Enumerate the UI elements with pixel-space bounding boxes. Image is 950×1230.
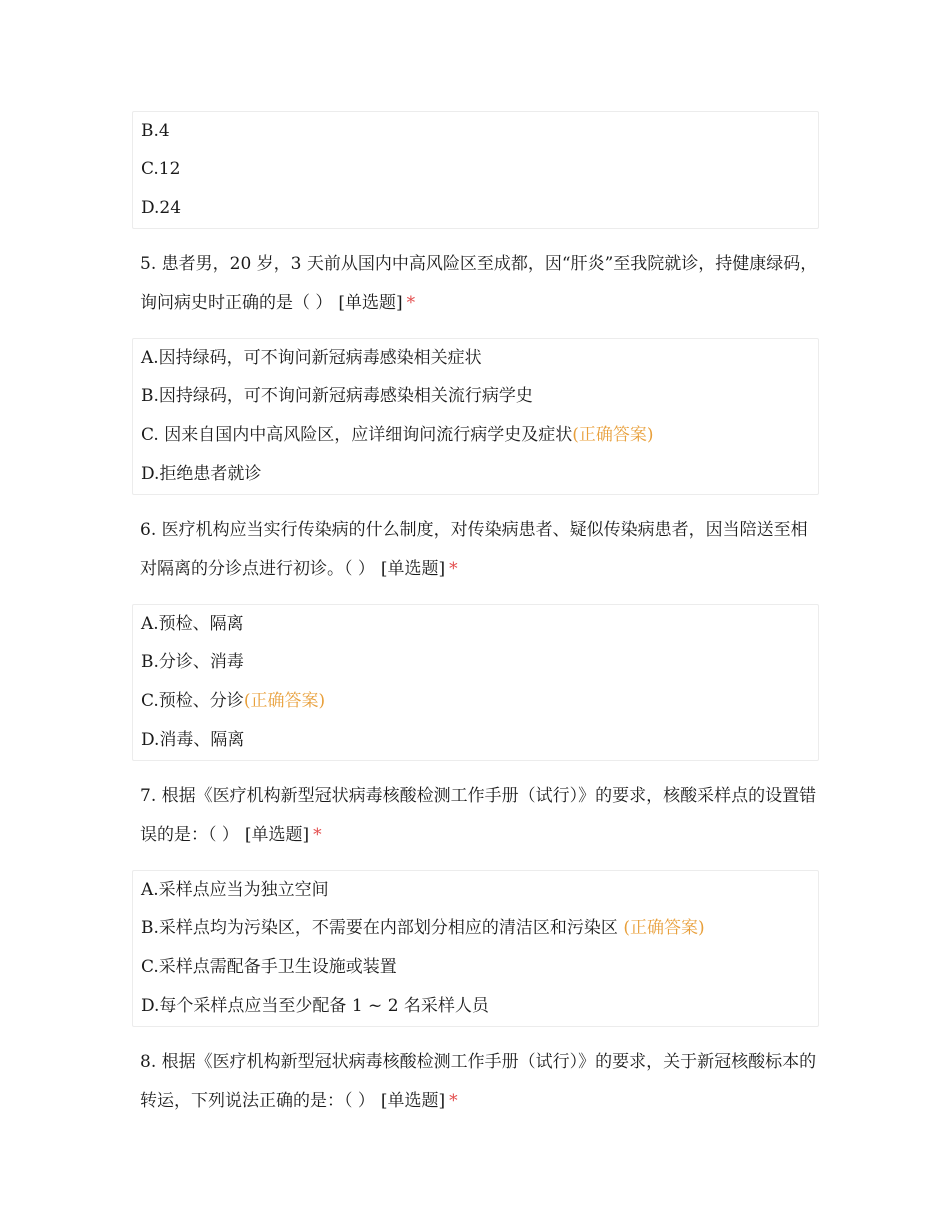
question-7: [132, 761, 819, 870]
option-q4-c[interactable]: C.12: [141, 159, 181, 179]
required-marker: *: [313, 825, 322, 845]
option-q4-d[interactable]: D.24: [141, 198, 182, 218]
option-q6-a[interactable]: A.预检、隔离: [141, 614, 244, 634]
option-q5-d[interactable]: D.拒绝患者就诊: [141, 464, 262, 484]
question-type-tag: [单选题]: [244, 825, 310, 845]
option-q5-c[interactable]: C. 因来自国内中高风险区，应详细询问流行病学史及症状(正确答案): [141, 425, 654, 445]
option-q4-b[interactable]: B.4: [141, 121, 170, 141]
question-7-text: 7. 根据《医疗机构新型冠状病毒核酸检测工作手册（试行）》的要求，核酸采样点的设置错误的是：（ ）: [140, 786, 817, 845]
option-q7-a[interactable]: A.采样点应当为独立空间: [141, 880, 329, 900]
required-marker: *: [449, 1091, 458, 1111]
question-6-text: 6. 医疗机构应当实行传染病的什么制度，对传染病患者、疑似传染病患者，因当陪送至相对隔离的分诊点进行初诊。（ ）: [140, 520, 808, 579]
question-8: [132, 1027, 819, 1136]
correct-answer-label: (正确答案): [623, 918, 705, 938]
option-q7-c[interactable]: C.采样点需配备手卫生设施或装置: [141, 957, 397, 977]
required-marker: *: [449, 559, 458, 579]
option-q6-b[interactable]: B.分诊、消毒: [141, 652, 244, 672]
required-marker: *: [406, 293, 416, 313]
option-q6-c[interactable]: C.预检、分诊(正确答案): [141, 691, 326, 711]
option-q5-b[interactable]: B.因持绿码，可不询问新冠病毒感染相关流行病学史: [141, 386, 533, 406]
option-list-q7: [132, 870, 819, 1027]
question-6: [132, 495, 819, 604]
question-5-text: 5. 患者男，20 岁，3 天前从国内中高风险区至成都，因“肝炎”至我院就诊，持健康绿码，询问病史时正确的是（ ）: [140, 254, 818, 313]
option-q7-d[interactable]: D.每个采样点应当至少配备 1 ~ 2 名采样人员: [141, 996, 489, 1016]
option-q7-b[interactable]: B.采样点均为污染区，不需要在内部划分相应的清洁区和污染区 (正确答案): [141, 918, 705, 938]
option-q5-a[interactable]: A.因持绿码，可不询问新冠病毒感染相关症状: [141, 348, 482, 368]
correct-answer-label: (正确答案): [572, 425, 654, 445]
question-5: [132, 229, 819, 338]
correct-answer-label: (正确答案): [243, 691, 326, 711]
question-type-tag: [单选题]: [338, 293, 403, 313]
question-8-text: 8. 根据《医疗机构新型冠状病毒核酸检测工作手册（试行）》的要求，关于新冠核酸标本的转运，下列说法正确的是：（ ）: [140, 1052, 817, 1111]
questionnaire: [132, 111, 819, 1136]
question-type-tag: [单选题]: [380, 1091, 446, 1111]
option-list-q5: [132, 338, 819, 495]
option-list-q6: [132, 604, 819, 761]
option-q6-d[interactable]: D.消毒、隔离: [141, 730, 245, 750]
question-type-tag: [单选题]: [380, 559, 446, 579]
option-list-q4: [132, 111, 819, 229]
